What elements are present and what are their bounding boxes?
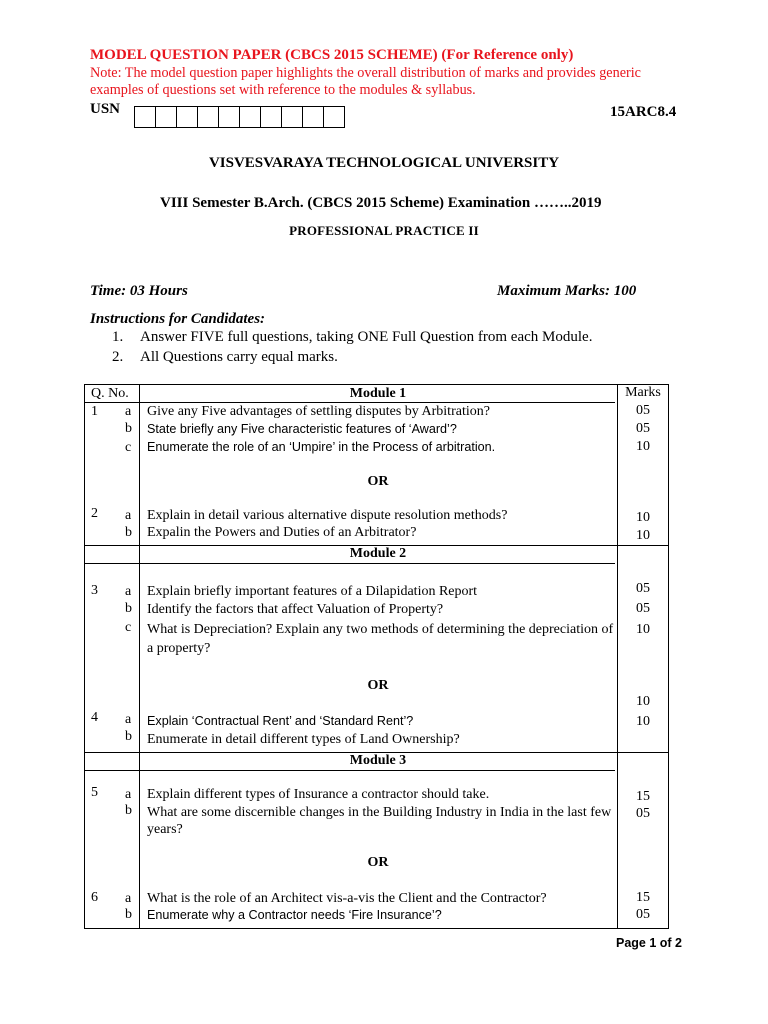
or-separator: OR — [367, 678, 389, 693]
question-number: 3 — [91, 583, 98, 598]
usn-boxes — [135, 106, 345, 128]
exam-time: Time: 03 Hours — [90, 283, 188, 299]
module-3-header: Module 3 — [349, 753, 407, 768]
instruction-text: Answer FIVE full questions, taking ONE Full Question from each Module. — [140, 329, 593, 345]
question-text: Explain briefly important features of a Dilapidation Report — [147, 584, 478, 599]
question-marks: 10 — [636, 694, 650, 709]
sub-label: a — [125, 404, 132, 419]
subject-code: 15ARC8.4 — [610, 104, 677, 120]
sub-label: c — [125, 620, 132, 635]
usn-box — [302, 106, 324, 128]
usn-label: USN — [90, 101, 121, 117]
usn-box — [134, 106, 156, 128]
question-number: 6 — [91, 890, 98, 905]
question-marks: 10 — [636, 622, 650, 637]
module-2-header: Module 2 — [349, 546, 407, 561]
subject-name: PROFESSIONAL PRACTICE II — [289, 223, 479, 238]
page-number: Page 1 of 2 — [616, 936, 682, 950]
question-text: What is Depreciation? Explain any two methods of determining the depreciation of — [147, 622, 614, 637]
question-marks: 10 — [636, 510, 650, 525]
question-text: Explain in detail various alternative dispute resolution methods? — [147, 508, 508, 523]
col-marks-header: Marks — [625, 385, 661, 400]
instruction-number: 2. — [112, 349, 124, 365]
paper-note: Note: The model question paper highlights the overall distribution of marks and provides generic examples of questions set with reference to the modules & syllabus. — [90, 65, 641, 98]
question-text: What are some discernible changes in the Building Industry in India in the last few — [147, 805, 612, 820]
usn-box — [239, 106, 261, 128]
usn-box — [281, 106, 303, 128]
question-marks: 05 — [636, 907, 650, 922]
usn-box — [218, 106, 240, 128]
max-marks: Maximum Marks: 100 — [497, 283, 637, 299]
sub-label: a — [125, 584, 132, 599]
exam-title: VIII Semester B.Arch. (CBCS 2015 Scheme) Examination ……..2019 — [160, 195, 602, 211]
sub-label: b — [125, 907, 132, 922]
or-separator: OR — [367, 474, 389, 489]
question-text-continued: years? — [147, 822, 183, 837]
instruction-text: All Questions carry equal marks. — [140, 349, 338, 365]
sub-label: b — [125, 803, 132, 818]
question-text: Give any Five advantages of settling disputes by Arbitration? — [147, 404, 490, 419]
usn-box — [155, 106, 177, 128]
question-text: Enumerate why a Contractor needs ‘Fire Insurance’? — [147, 908, 442, 922]
sub-label: c — [125, 440, 132, 455]
sub-label: a — [125, 712, 132, 727]
instruction-item — [112, 329, 592, 346]
usn-box — [323, 106, 345, 128]
paper-title: MODEL QUESTION PAPER (CBCS 2015 SCHEME) (For Reference only) — [90, 47, 574, 63]
question-marks: 10 — [636, 714, 650, 729]
question-number: 5 — [91, 785, 98, 800]
col-qno-header: Q. No. — [91, 386, 129, 401]
university-name: VISVESVARAYA TECHNOLOGICAL UNIVERSITY — [208, 155, 560, 171]
usn-box — [176, 106, 198, 128]
usn-box — [260, 106, 282, 128]
question-number: 2 — [91, 506, 98, 521]
instructions-title: Instructions for Candidates: — [90, 311, 266, 327]
question-marks: 05 — [636, 421, 650, 436]
instruction-number: 1. — [112, 329, 124, 345]
question-text: Identify the factors that affect Valuation of Property? — [147, 602, 444, 617]
question-marks: 10 — [636, 439, 650, 454]
question-text: Explain ‘Contractual Rent’ and ‘Standard Rent’? — [147, 714, 414, 728]
sub-label: a — [125, 787, 132, 802]
question-number: 1 — [91, 404, 98, 419]
sub-label: a — [125, 508, 132, 523]
question-marks: 05 — [636, 601, 650, 616]
question-table — [84, 384, 669, 929]
sub-label: b — [125, 729, 132, 744]
question-text: Enumerate in detail different types of Land Ownership? — [147, 732, 460, 747]
sub-label: b — [125, 525, 132, 540]
question-marks: 05 — [636, 581, 650, 596]
question-marks: 05 — [636, 806, 650, 821]
usn-box — [197, 106, 219, 128]
question-text-continued: a property? — [147, 641, 211, 656]
question-text: Expalin the Powers and Duties of an Arbitrator? — [147, 525, 417, 540]
question-marks: 15 — [636, 890, 650, 905]
question-text: Explain different types of Insurance a contractor should take. — [147, 787, 490, 802]
question-number: 4 — [91, 710, 98, 725]
sub-label: b — [125, 421, 132, 436]
question-text: Enumerate the role of an ‘Umpire’ in the Process of arbitration. — [147, 440, 496, 454]
question-text: What is the role of an Architect vis-a-vis the Client and the Contractor? — [147, 891, 547, 906]
question-marks: 10 — [636, 528, 650, 543]
sub-label: b — [125, 601, 132, 616]
or-separator: OR — [367, 855, 389, 870]
question-text: State briefly any Five characteristic features of ‘Award’? — [147, 422, 457, 436]
instruction-item — [112, 349, 338, 366]
sub-label: a — [125, 891, 132, 906]
question-marks: 15 — [636, 789, 650, 804]
question-marks: 05 — [636, 403, 650, 418]
module-1-header: Module 1 — [349, 386, 407, 401]
